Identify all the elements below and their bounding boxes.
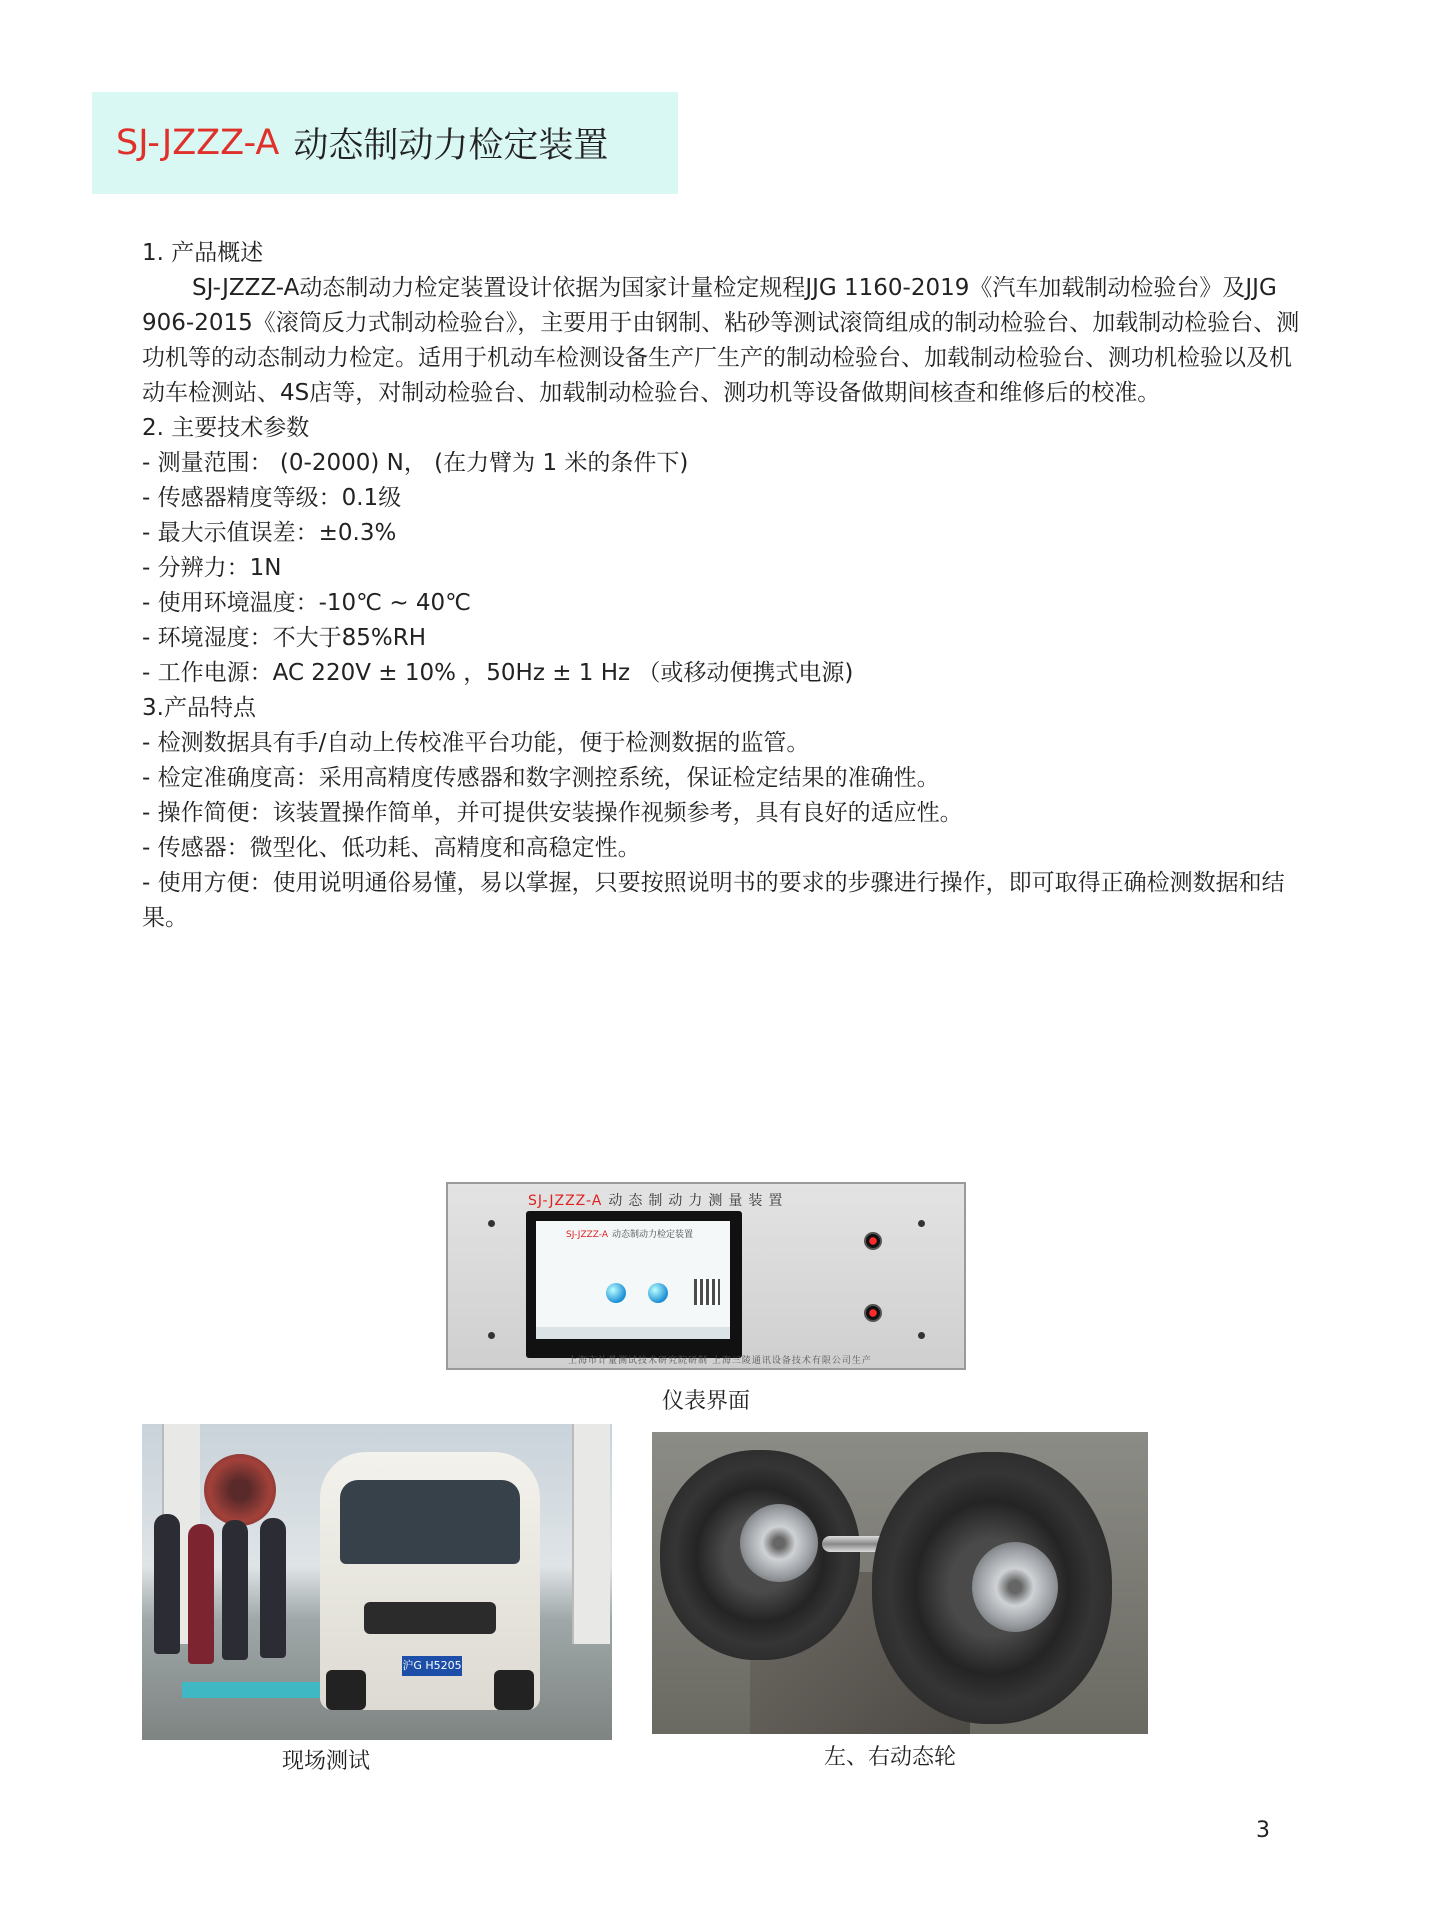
device-panel-photo [446, 1182, 966, 1370]
touch-screen [536, 1221, 730, 1339]
title-banner [92, 92, 678, 194]
right-hub [972, 1542, 1058, 1632]
screen-status-bar [536, 1327, 730, 1339]
feature-item: - 操作简便：该装置操作简单，并可提供安装操作视频参考，具有良好的适应性。 [142, 800, 963, 826]
specs-heading: 2. 主要技术参数 [142, 415, 310, 441]
spec-item: - 使用环境温度：-10℃ ~ 40℃ [142, 590, 471, 616]
field-test-photo [142, 1424, 612, 1740]
van [320, 1452, 540, 1710]
cable-reel [204, 1454, 276, 1526]
screen-code: SJ-JZZZ-A [566, 1230, 608, 1240]
spec-item: - 环境湿度：不大于85%RH [142, 625, 427, 651]
spec-item: - 传感器精度等级：0.1级 [142, 485, 402, 511]
van-windshield [340, 1480, 520, 1564]
person [188, 1524, 214, 1664]
device-caption: 仪表界面 [661, 1389, 750, 1414]
spec-item: - 最大示值误差：±0.3% [142, 520, 397, 546]
panel-label [528, 1190, 788, 1210]
page-number: 3 [1256, 1818, 1270, 1843]
indicator-light-icon [864, 1232, 882, 1250]
product-name: 动态制动力检定装置 [293, 126, 609, 166]
screw-icon [488, 1220, 495, 1227]
screen-button-icon [648, 1283, 668, 1303]
feature-item: - 检定准确度高：采用高精度传感器和数字测控系统，保证检定结果的准确性。 [142, 765, 940, 791]
field-test-caption: 现场测试 [281, 1749, 370, 1774]
touch-screen-frame [526, 1211, 742, 1358]
screw-icon [918, 1220, 925, 1227]
feature-item: - 检测数据具有手/自动上传校准平台功能，便于检测数据的监管。 [142, 730, 810, 756]
left-rim [740, 1504, 818, 1582]
person [154, 1514, 180, 1654]
spec-item: - 测量范围： (0-2000) N， (在力臂为 1 米的条件下) [142, 450, 689, 476]
features-heading: 3.产品特点 [142, 695, 256, 721]
spec-item: - 工作电源：AC 220V ± 10% ，50Hz ± 1 Hz （或移动便携式电源) [142, 660, 854, 686]
spec-item: - 分辨力：1N [142, 555, 282, 581]
screw-icon [488, 1332, 495, 1339]
wheels-caption: 左、右动态轮 [823, 1745, 956, 1770]
content-body [142, 236, 1302, 936]
qr-code-icon [694, 1279, 720, 1305]
screen-button-icon [606, 1283, 626, 1303]
person [260, 1518, 286, 1658]
screw-icon [918, 1332, 925, 1339]
van-grille [364, 1602, 496, 1634]
overview-text: SJ-JZZZ-A动态制动力检定装置设计依据为国家计量检定规程JJG 1160-2019《汽车加载制动检验台》及JJG 906-2015《滚筒反力式制动检验台》，主要用于由钢制、粘砂等测试滚筒组成的制动检验台、加载制动检验台、测功机等的动态制动力检定。适用于机动车检测设备生产厂生产的制动检验台、加载制动检验台、测功机检验以及机动车检测站、4S店等，对制动检验台、加载制动检验台、测功机等设备做期间核查和维修后的校准。 [142, 275, 1300, 406]
indicator-light-icon [864, 1304, 882, 1322]
feature-item: - 传感器：微型化、低功耗、高精度和高稳定性。 [142, 835, 641, 861]
van-wheel [326, 1670, 366, 1710]
screen-name: 动态制动力检定装置 [612, 1230, 694, 1240]
feature-item: - 使用方便：使用说明通俗易懂，易以掌握，只要按照说明书的要求的步骤进行操作，即可取得正确检测数据和结果。 [142, 870, 1285, 931]
panel-footer: 上海市计量测试技术研究院研制 上海三陵通讯设备技术有限公司生产 [568, 1356, 872, 1366]
panel-code: SJ-JZZZ-A [528, 1193, 603, 1209]
screen-title [566, 1227, 693, 1240]
dynamic-wheels-photo [652, 1432, 1148, 1734]
pillar [572, 1424, 610, 1644]
overview-heading: 1. 产品概述 [142, 240, 264, 266]
model-code: SJ-JZZZ-A [116, 123, 280, 163]
license-plate: 沪G H5205 [402, 1656, 462, 1676]
van-wheel [494, 1670, 534, 1710]
panel-title: 动态制动力测量装置 [608, 1193, 789, 1209]
person [222, 1520, 248, 1660]
